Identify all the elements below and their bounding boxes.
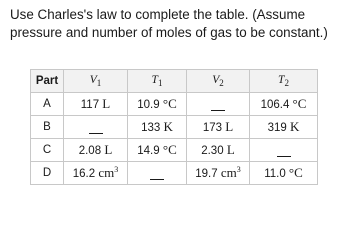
cell-value: 173 [202,122,223,134]
cell-unit [98,165,118,180]
cell-t1 [128,116,187,139]
answer-blank-v1[interactable] [64,116,128,139]
answer-blank-v2[interactable] [187,93,250,116]
table-row [31,116,318,139]
header-t1-sub: 1 [157,78,163,88]
header-t1-symbol: T [151,74,158,86]
table-row [31,162,318,185]
unit-symbol: C [168,142,177,157]
row-part-label: B [31,116,64,139]
answer-blank-t2[interactable] [250,139,318,162]
cell-unit [293,96,307,111]
cell-unit [221,165,241,180]
cell-value: 319 [267,122,287,134]
cell-v1 [64,93,128,116]
cell-t2 [250,162,318,185]
header-t2 [250,70,318,93]
blank-underline [150,179,164,180]
table-body [31,93,318,185]
cell-unit [164,119,173,134]
table-header-row [31,70,318,93]
cell-t2 [250,93,318,116]
cell-value: 14.9 [137,145,160,157]
unit-symbol: cm [98,165,115,180]
degree-symbol: ° [162,142,169,157]
cell-value: 16.2 [72,168,96,180]
header-v1 [64,70,128,93]
degree-symbol: ° [292,96,298,111]
header-v1-sub: 1 [96,78,102,88]
unit-symbol: L [226,142,235,157]
unit-symbol: L [225,119,234,134]
blank-underline [211,110,225,111]
cell-v1 [64,162,128,185]
degree-symbol: ° [162,96,169,111]
unit-symbol: L [102,96,111,111]
header-t1 [128,70,187,93]
header-v2-symbol: V [212,74,220,86]
row-part-label: A [31,93,64,116]
unit-symbol: K [163,119,173,134]
unit-symbol: cm [220,165,237,180]
blank-underline [277,156,291,157]
question-prompt: Use Charles's law to complete the table. (Assume pressure and number of moles of gas to be constant.) [10,7,328,40]
header-v2-sub: 2 [219,78,224,88]
table-row [31,139,318,162]
answer-blank-t1[interactable] [128,162,187,185]
cell-unit [163,142,177,157]
header-v1-symbol: V [89,74,97,86]
cell-unit [104,142,112,157]
charles-law-table [30,69,318,185]
header-t2-sub: 2 [284,78,289,88]
blank-underline [89,133,103,134]
cell-value: 19.7 [195,168,218,180]
unit-symbol: K [290,119,300,134]
cell-value: 10.9 [137,99,160,111]
unit-symbol: C [297,96,307,111]
cell-v2 [187,162,250,185]
cell-value: 2.08 [78,145,102,157]
cell-t1 [128,93,187,116]
cell-v1 [64,139,128,162]
cell-unit [290,119,299,134]
cell-t2 [250,116,318,139]
unit-symbol: L [104,142,113,157]
row-part-label: D [31,162,64,185]
header-part: Part [31,70,64,93]
cell-value: 133 [141,122,161,134]
cell-value: 2.30 [201,145,224,157]
cell-unit [225,119,233,134]
cell-value: 117 [80,99,100,111]
cell-v2 [187,139,250,162]
header-t2-symbol: T [278,74,285,86]
cell-value: 106.4 [260,99,290,111]
header-v2 [187,70,250,93]
table-row [31,93,318,116]
unit-symbol: C [168,96,177,111]
cell-unit [227,142,235,157]
row-part-label: C [31,139,64,162]
degree-symbol: ° [288,165,295,180]
unit-exponent: 3 [114,165,119,174]
unit-exponent: 3 [236,165,241,174]
cell-v2 [187,116,250,139]
cell-unit [102,96,110,111]
cell-value: 11.0 [264,168,286,180]
cell-unit [163,96,177,111]
unit-symbol: C [294,165,303,180]
cell-unit [289,165,303,180]
cell-t1 [128,139,187,162]
